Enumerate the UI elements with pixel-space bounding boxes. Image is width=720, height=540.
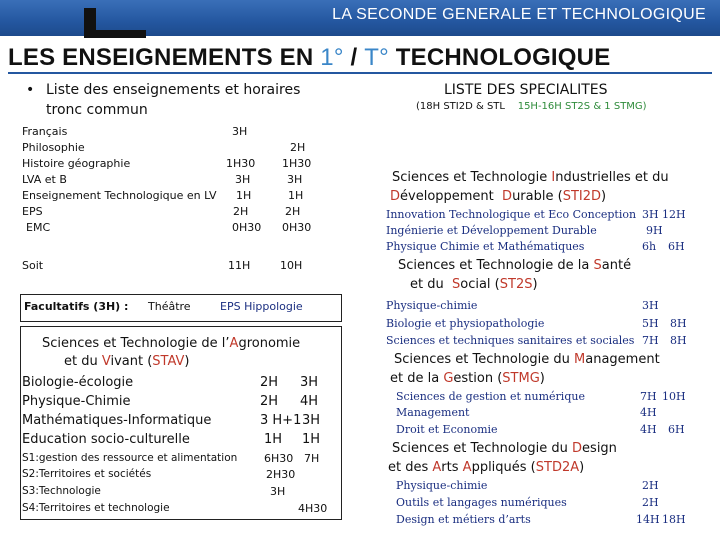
- stmg-subject: Droit et Economie: [396, 423, 498, 436]
- st2s-hours-1: 3H: [642, 299, 659, 312]
- std2a-hours-1: 2H: [642, 479, 659, 492]
- sti2d-hours-1: 3H: [642, 208, 659, 221]
- stmg-subject: Management: [396, 406, 470, 419]
- subject-hours-1: 1H30: [226, 157, 256, 170]
- stav-hours-1: 3 H+1: [260, 413, 302, 428]
- subject-hours-2: 0H30: [282, 221, 312, 234]
- subject-name: Enseignement Technologique en LV: [22, 189, 217, 202]
- st2s-title-2: et du Social (ST2S): [410, 277, 538, 292]
- subject-hours-1: 1H: [236, 189, 252, 202]
- subject-hours-2: 1H30: [282, 157, 312, 170]
- stav-module: S3:Technologie: [22, 485, 101, 497]
- specialites-subheading: (18H STI2D & STL 15H-16H ST2S & 1 STMG): [416, 101, 647, 112]
- subject-hours-1: 2H: [233, 205, 249, 218]
- std2a-subject: Physique-chimie: [396, 479, 488, 492]
- total-hours-2: 10H: [280, 259, 303, 272]
- subject-hours-2: 3H: [287, 173, 303, 186]
- stmg-hours-1: 4H: [640, 406, 657, 419]
- stav-hours-2: 1H: [302, 432, 321, 447]
- optional-theatre: Théâtre: [148, 300, 191, 313]
- subject-hours-2: 2H: [290, 141, 306, 154]
- optional-label: Facultatifs (3H) :: [24, 300, 129, 313]
- stmg-subject: Sciences de gestion et numérique: [396, 390, 585, 403]
- stmg-hours-1: 7H: [640, 390, 657, 403]
- std2a-title-1: Sciences et Technologie du Design: [392, 441, 617, 456]
- st2s-subject: Physique-chimie: [386, 299, 478, 312]
- page-title: LES ENSEIGNEMENTS EN 1° / T° TECHNOLOGIQUE: [8, 44, 611, 71]
- logo: [74, 8, 146, 38]
- sti2d-hours-2: 12H: [662, 208, 686, 221]
- stmg-hours-2: 10H: [662, 390, 686, 403]
- st2s-subject: Biologie et physiopathologie: [386, 317, 545, 330]
- stmg-hours-1: 4H: [640, 423, 657, 436]
- title-underline: [8, 72, 712, 74]
- stav-hours-1: 2H: [260, 375, 279, 390]
- subject-name: Français: [22, 125, 68, 138]
- stmg-title-2: et de la Gestion (STMG): [390, 371, 545, 386]
- banner-title: LA SECONDE GENERALE ET TECHNOLOGIQUE: [332, 6, 706, 23]
- subject-name: Histoire géographie: [22, 157, 131, 170]
- subject-hours-2: 2H: [285, 205, 301, 218]
- st2s-hours-2: 8H: [670, 334, 687, 347]
- std2a-title-2: et des Arts Appliqués (STD2A): [388, 460, 585, 475]
- st2s-title-1: Sciences et Technologie de la Santé: [398, 258, 632, 273]
- sti2d-subject: Innovation Technologique et Eco Conception: [386, 208, 637, 221]
- std2a-hours-1: 14H: [636, 513, 660, 526]
- tronc-commun-heading-2: tronc commun: [46, 102, 148, 118]
- total-label: Soit: [22, 259, 44, 272]
- subject-hours-1: 3H: [232, 125, 248, 138]
- sti2d-hours-1: 9H: [646, 224, 663, 237]
- sti2d-subject: Ingénierie et Développement Durable: [386, 224, 597, 237]
- stav-title-1: Sciences et Technologie de l’Agronomie: [42, 336, 301, 351]
- std2a-subject: Design et métiers d’arts: [396, 513, 531, 526]
- stav-module-hours-1: 3H: [270, 485, 286, 498]
- stav-hours-2: 4H: [300, 394, 319, 409]
- sti2d-hours-2: 6H: [668, 240, 685, 253]
- stav-module: S4:Territoires et technologie: [22, 502, 170, 514]
- stav-subject: Physique-Chimie: [22, 394, 131, 409]
- tronc-commun-bullet: •: [26, 82, 35, 98]
- stav-module: S2:Territoires et sociétés: [22, 468, 152, 480]
- subject-hours-1: 0H30: [232, 221, 262, 234]
- subject-hours-1: 3H: [235, 173, 251, 186]
- subject-name: Philosophie: [22, 141, 85, 154]
- st2s-subject: Sciences et techniques sanitaires et sociales: [386, 334, 635, 347]
- std2a-hours-2: 18H: [662, 513, 686, 526]
- st2s-hours-1: 5H: [642, 317, 659, 330]
- std2a-subject: Outils et langages numériques: [396, 496, 567, 509]
- stav-module-hours-1: 2H30: [266, 468, 296, 481]
- stmg-hours-2: 6H: [668, 423, 685, 436]
- optional-eps-hippologie: EPS Hippologie: [220, 300, 303, 313]
- subject-name: EMC: [26, 221, 51, 234]
- stav-hours-2: 3H: [302, 413, 321, 428]
- st2s-hours-2: 8H: [670, 317, 687, 330]
- sti2d-title-1: Sciences et Technologie Industrielles et du: [392, 170, 669, 185]
- specialites-heading: LISTE DES SPECIALITES: [444, 82, 608, 98]
- stav-module: S1:gestion des ressource et alimentation: [22, 452, 238, 464]
- stav-module-hours-1: 6H30: [264, 452, 294, 465]
- stav-module-hours-2: 4H30: [298, 502, 328, 515]
- tronc-commun-heading-1: Liste des enseignements et horaires: [46, 82, 301, 98]
- st2s-hours-1: 7H: [642, 334, 659, 347]
- stmg-title-1: Sciences et Technologie du Management: [394, 352, 660, 367]
- stav-subject: Mathématiques-Informatique: [22, 413, 212, 428]
- stav-module-hours-2: 7H: [304, 452, 320, 465]
- stav-hours-1: 2H: [260, 394, 279, 409]
- stav-hours-2: 3H: [300, 375, 319, 390]
- std2a-hours-1: 2H: [642, 496, 659, 509]
- subject-name: LVA et B: [22, 173, 67, 186]
- sti2d-title-2: Développement Durable (STI2D): [390, 189, 607, 204]
- subject-hours-2: 1H: [288, 189, 304, 202]
- sti2d-subject: Physique Chimie et Mathématiques: [386, 240, 585, 253]
- stav-hours-1: 1H: [264, 432, 283, 447]
- sti2d-hours-1: 6h: [642, 240, 657, 253]
- stav-subject: Biologie-écologie: [22, 375, 134, 390]
- stav-subject: Education socio-culturelle: [22, 432, 190, 447]
- subject-name: EPS: [22, 205, 43, 218]
- total-hours-1: 11H: [228, 259, 251, 272]
- stav-title-2: et du Vivant (STAV): [64, 354, 190, 369]
